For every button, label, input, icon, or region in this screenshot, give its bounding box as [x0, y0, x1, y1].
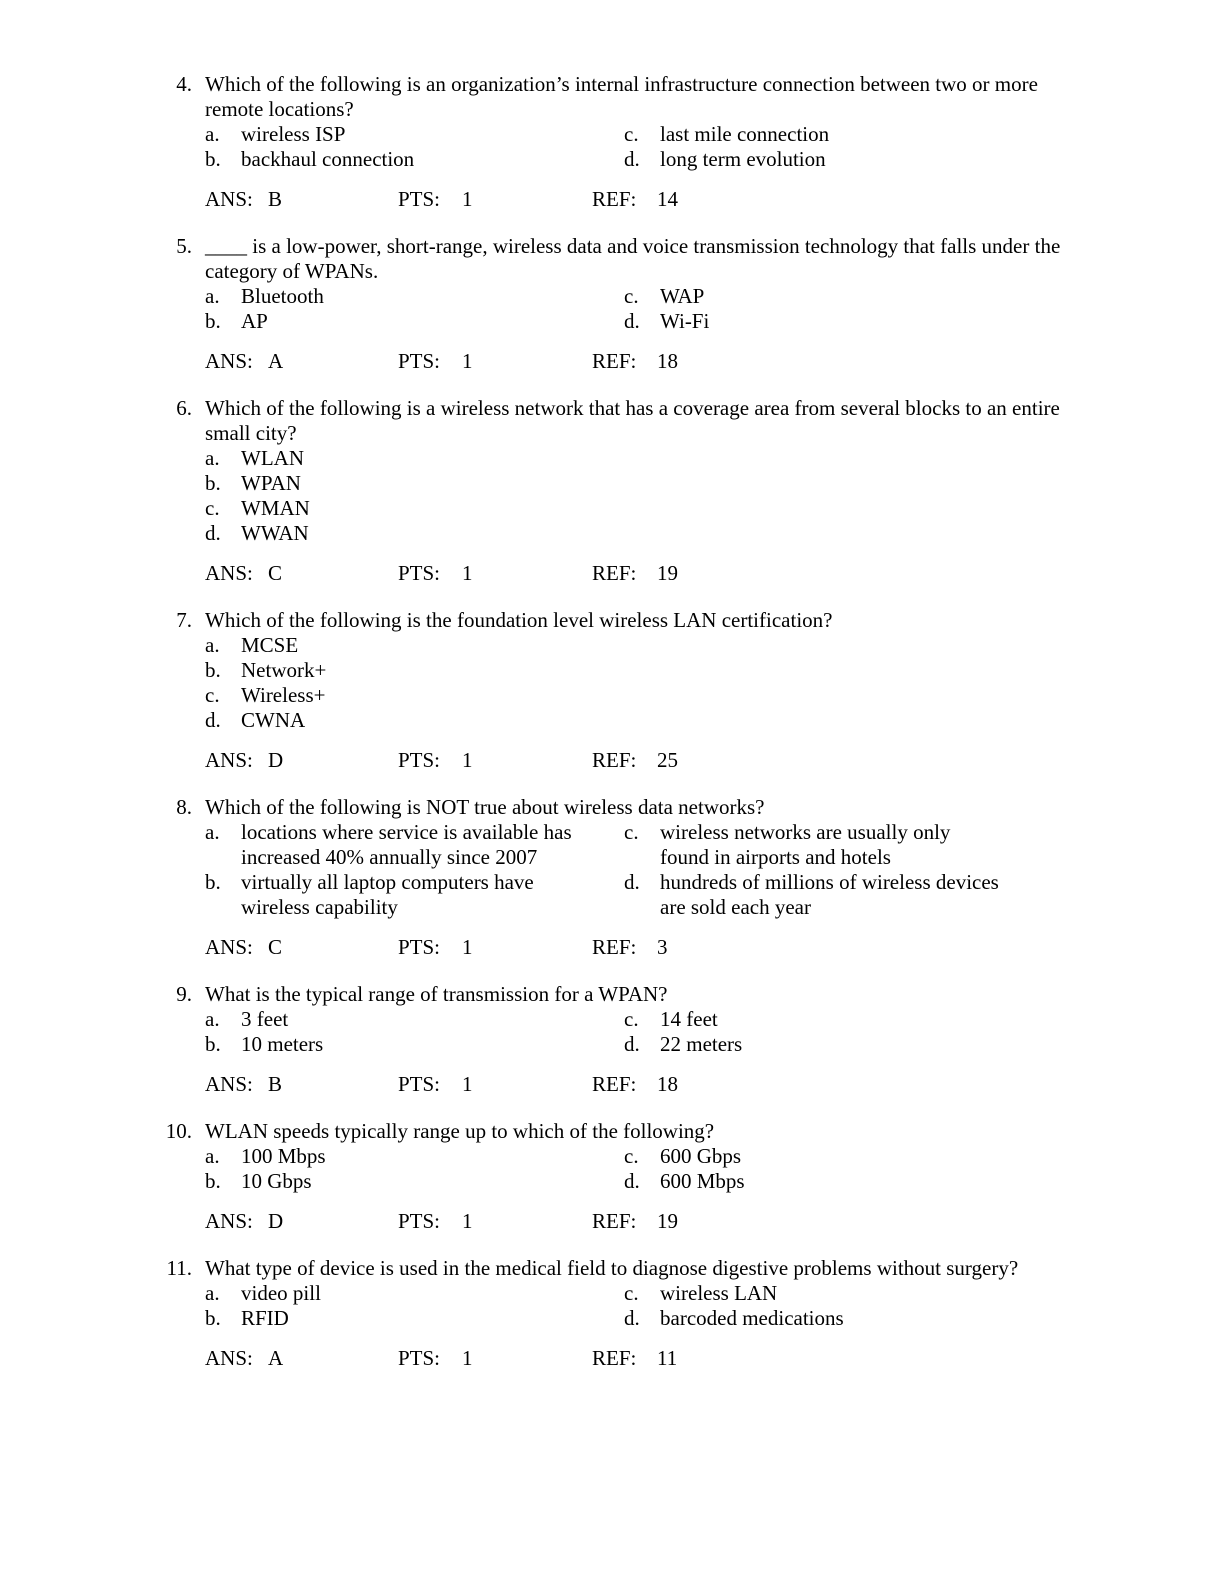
- choice-text: 22 meters: [660, 1032, 743, 1056]
- choice-text: AP: [241, 309, 268, 333]
- question-text: What type of device is used in the medical field to diagnose digestive problems without surgery?: [205, 1256, 1019, 1280]
- choice-c: [624, 1144, 1064, 1169]
- choice-d: [624, 1306, 1064, 1331]
- choice-a: [205, 122, 624, 147]
- choice-text: WPAN: [241, 471, 301, 495]
- choice-a: [205, 284, 624, 309]
- question-text: What is the typical range of transmission for a WPAN?: [205, 982, 668, 1006]
- ref-label: REF:: [592, 935, 637, 959]
- choice-text: WWAN: [241, 521, 309, 545]
- choices: [205, 820, 1224, 920]
- choice-text: locations where service is available has increased 40% annually since 2007: [241, 820, 572, 869]
- ans-value: D: [268, 748, 284, 772]
- question-line: [0, 795, 1224, 820]
- choice-letter: a.: [205, 820, 220, 844]
- choices: [205, 446, 1224, 546]
- choice-text: barcoded medications: [660, 1306, 844, 1330]
- pts-value: 1: [462, 1209, 473, 1233]
- choice-d: [205, 708, 1224, 733]
- choice-text: Network+: [241, 658, 327, 682]
- choice-text: backhaul connection: [241, 147, 415, 171]
- choice-text: wireless networks are usually only found in airports and hotels: [660, 820, 951, 869]
- question-number: 6.: [176, 396, 192, 420]
- ref-label: REF:: [592, 1072, 637, 1096]
- choice-c: [624, 1281, 1064, 1306]
- ref-label: REF:: [592, 748, 637, 772]
- ans-value: C: [268, 935, 283, 959]
- choice-d: [624, 147, 1064, 172]
- question-line: [0, 1119, 1224, 1144]
- choice-letter: d.: [205, 708, 221, 732]
- choice-letter: b.: [205, 471, 221, 495]
- pts-value: 1: [462, 935, 473, 959]
- choice-text: RFID: [241, 1306, 289, 1330]
- ans-label: ANS:: [205, 935, 253, 959]
- choice-d: [205, 521, 1224, 546]
- choice-text: 10 Gbps: [241, 1169, 312, 1193]
- choice-letter: c.: [624, 820, 639, 844]
- choice-text: hundreds of millions of wireless devices are sold each year: [660, 870, 999, 919]
- pts-label: PTS:: [398, 748, 441, 772]
- choice-c: [624, 1007, 1064, 1032]
- choice-letter: d.: [624, 1169, 640, 1193]
- choice-b: [205, 309, 624, 334]
- question-text: ____ is a low-power, short-range, wireless data and voice transmission technology that falls under the category of WPANs.: [205, 234, 1061, 283]
- choice-text: Wi-Fi: [660, 309, 710, 333]
- choice-letter: b.: [205, 1306, 221, 1330]
- pts-value: 1: [462, 1072, 473, 1096]
- ans-value: A: [268, 1346, 284, 1370]
- choice-letter: b.: [205, 147, 221, 171]
- choice-text: Wireless+: [241, 683, 326, 707]
- ans-label: ANS:: [205, 349, 253, 373]
- question-number: 8.: [176, 795, 192, 819]
- answer-row: [205, 1346, 1224, 1371]
- ans-value: B: [268, 187, 283, 211]
- choice-d: [624, 309, 1064, 334]
- choice-letter: c.: [624, 1144, 639, 1168]
- question-text: WLAN speeds typically range up to which of the following?: [205, 1119, 715, 1143]
- ans-value: B: [268, 1072, 283, 1096]
- choice-letter: c.: [624, 1007, 639, 1031]
- ans-label: ANS:: [205, 561, 253, 585]
- choice-c: [205, 496, 1224, 521]
- choice-c: [624, 820, 1064, 870]
- question-line: [0, 234, 1224, 284]
- choice-letter: c.: [205, 683, 220, 707]
- choice-b: [205, 658, 1224, 683]
- ref-label: REF:: [592, 1209, 637, 1233]
- choice-letter: a.: [205, 284, 220, 308]
- choice-letter: a.: [205, 633, 220, 657]
- question-4: [0, 72, 1224, 212]
- choice-text: wireless LAN: [660, 1281, 778, 1305]
- pts-value: 1: [462, 349, 473, 373]
- choice-letter: a.: [205, 1281, 220, 1305]
- choice-text: Bluetooth: [241, 284, 324, 308]
- pts-label: PTS:: [398, 1346, 441, 1370]
- choice-text: long term evolution: [660, 147, 826, 171]
- choice-letter: a.: [205, 1144, 220, 1168]
- question-9: [0, 982, 1224, 1097]
- question-number: 4.: [176, 72, 192, 96]
- ref-value: 18: [657, 349, 678, 373]
- ans-label: ANS:: [205, 748, 253, 772]
- choice-letter: c.: [624, 284, 639, 308]
- choice-a: [205, 1007, 624, 1032]
- question-line: [0, 608, 1224, 633]
- question-text: Which of the following is NOT true about wireless data networks?: [205, 795, 765, 819]
- ref-value: 25: [657, 748, 678, 772]
- choice-letter: a.: [205, 446, 220, 470]
- choices: [205, 633, 1224, 733]
- pts-value: 1: [462, 1346, 473, 1370]
- question-number: 10.: [165, 1119, 192, 1143]
- choice-text: 600 Mbps: [660, 1169, 745, 1193]
- choice-b: [205, 1306, 624, 1331]
- question-text: Which of the following is the foundation level wireless LAN certification?: [205, 608, 833, 632]
- choice-text: WLAN: [241, 446, 304, 470]
- choice-letter: d.: [624, 147, 640, 171]
- pts-value: 1: [462, 748, 473, 772]
- ref-value: 3: [657, 935, 668, 959]
- choice-d: [624, 1169, 1064, 1194]
- ref-value: 18: [657, 1072, 678, 1096]
- ref-label: REF:: [592, 349, 637, 373]
- choice-a: [205, 1144, 624, 1169]
- ref-value: 19: [657, 1209, 678, 1233]
- choice-letter: d.: [624, 1032, 640, 1056]
- answer-row: [205, 1072, 1224, 1097]
- ref-value: 14: [657, 187, 678, 211]
- question-line: [0, 72, 1224, 122]
- question-text: Which of the following is an organization’s internal infrastructure connection between two or more remote locations?: [205, 72, 1038, 121]
- question-line: [0, 396, 1224, 446]
- question-number: 5.: [176, 234, 192, 258]
- choice-text: 14 feet: [660, 1007, 718, 1031]
- ans-label: ANS:: [205, 1346, 253, 1370]
- choice-letter: b.: [205, 1169, 221, 1193]
- ans-value: C: [268, 561, 283, 585]
- choice-letter: c.: [624, 1281, 639, 1305]
- pts-label: PTS:: [398, 187, 441, 211]
- choice-text: CWNA: [241, 708, 306, 732]
- choice-b: [205, 1032, 624, 1057]
- ref-value: 19: [657, 561, 678, 585]
- question-number: 11.: [166, 1256, 192, 1280]
- question-text: Which of the following is a wireless network that has a coverage area from several blocks to an entire small city?: [205, 396, 1060, 445]
- answer-row: [205, 561, 1224, 586]
- ans-label: ANS:: [205, 1209, 253, 1233]
- choice-letter: d.: [624, 870, 640, 894]
- choice-b: [205, 471, 1224, 496]
- pts-value: 1: [462, 561, 473, 585]
- question-6: [0, 396, 1224, 586]
- choice-letter: d.: [205, 521, 221, 545]
- choice-text: 600 Gbps: [660, 1144, 742, 1168]
- ans-label: ANS:: [205, 187, 253, 211]
- choice-d: [624, 1032, 1064, 1057]
- question-number: 9.: [176, 982, 192, 1006]
- choice-b: [205, 147, 624, 172]
- ans-value: D: [268, 1209, 284, 1233]
- choice-c: [624, 122, 1064, 147]
- choice-letter: c.: [624, 122, 639, 146]
- ref-label: REF:: [592, 1346, 637, 1370]
- choice-a: [205, 633, 1224, 658]
- ans-label: ANS:: [205, 1072, 253, 1096]
- ref-value: 11: [657, 1346, 678, 1370]
- choice-b: [205, 870, 624, 920]
- pts-value: 1: [462, 187, 473, 211]
- question-8: [0, 795, 1224, 960]
- question-7: [0, 608, 1224, 773]
- question-list: [0, 72, 1224, 1393]
- choice-a: [205, 820, 624, 870]
- answer-row: [205, 1209, 1224, 1234]
- pts-label: PTS:: [398, 561, 441, 585]
- ans-value: A: [268, 349, 284, 373]
- answer-row: [205, 349, 1224, 374]
- question-line: [0, 982, 1224, 1007]
- ref-label: REF:: [592, 187, 637, 211]
- choice-a: [205, 1281, 624, 1306]
- choice-text: virtually all laptop computers have wireless capability: [241, 870, 534, 919]
- choice-letter: a.: [205, 122, 220, 146]
- choice-letter: b.: [205, 658, 221, 682]
- choices: [205, 1281, 1224, 1331]
- choice-a: [205, 446, 1224, 471]
- pts-label: PTS:: [398, 1072, 441, 1096]
- choice-c: [624, 284, 1064, 309]
- choice-d: [624, 870, 1064, 920]
- choice-text: wireless ISP: [241, 122, 346, 146]
- choice-text: video pill: [241, 1281, 321, 1305]
- choices: [205, 284, 1224, 334]
- choice-letter: a.: [205, 1007, 220, 1031]
- answer-row: [205, 748, 1224, 773]
- choice-text: MCSE: [241, 633, 299, 657]
- question-line: [0, 1256, 1224, 1281]
- ref-label: REF:: [592, 561, 637, 585]
- choices: [205, 1144, 1224, 1194]
- answer-row: [205, 187, 1224, 212]
- choice-letter: b.: [205, 870, 221, 894]
- choice-letter: d.: [624, 1306, 640, 1330]
- choice-b: [205, 1169, 624, 1194]
- pts-label: PTS:: [398, 1209, 441, 1233]
- question-number: 7.: [176, 608, 192, 632]
- choice-text: WAP: [660, 284, 705, 308]
- choice-letter: b.: [205, 309, 221, 333]
- choice-text: 10 meters: [241, 1032, 324, 1056]
- choice-letter: c.: [205, 496, 220, 520]
- choices: [205, 122, 1224, 172]
- choice-letter: b.: [205, 1032, 221, 1056]
- choice-c: [205, 683, 1224, 708]
- answer-row: [205, 935, 1224, 960]
- choice-text: 100 Mbps: [241, 1144, 326, 1168]
- choice-text: 3 feet: [241, 1007, 289, 1031]
- question-10: [0, 1119, 1224, 1234]
- question-11: [0, 1256, 1224, 1371]
- choices: [205, 1007, 1224, 1057]
- choice-letter: d.: [624, 309, 640, 333]
- pts-label: PTS:: [398, 935, 441, 959]
- pts-label: PTS:: [398, 349, 441, 373]
- choice-text: WMAN: [241, 496, 310, 520]
- question-5: [0, 234, 1224, 374]
- choice-text: last mile connection: [660, 122, 830, 146]
